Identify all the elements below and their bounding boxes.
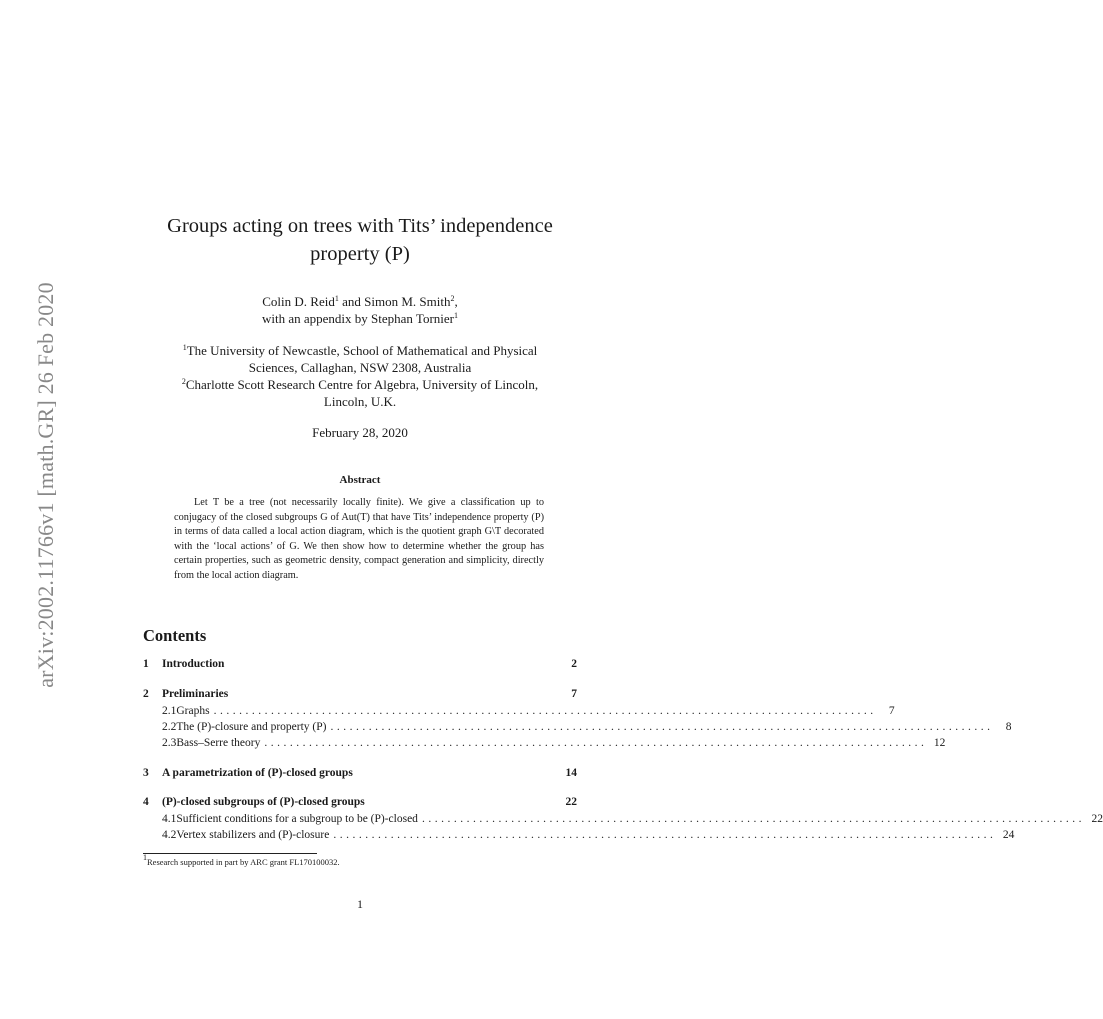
toc-leader-dots: ........................................................................................................ <box>421 813 1085 825</box>
affiliation-1-line-2: Sciences, Callaghan, NSW 2308, Australia <box>248 360 472 375</box>
author-line <box>0 293 720 310</box>
toc-entry-title: Introduction <box>162 658 225 670</box>
footnote-rule <box>143 853 317 854</box>
toc-entry-page: 8 <box>1005 721 1012 733</box>
author-2: Simon M. Smith <box>364 294 451 309</box>
footnote-text: Research supported in part by ARC grant FL170100032. <box>147 857 340 867</box>
toc-entry[interactable] <box>143 796 577 812</box>
affiliation-2-sup: 2 <box>181 377 186 386</box>
toc-entry-title: A parametrization of (P)-closed groups <box>162 767 353 779</box>
toc-entry-number: 2 <box>143 688 149 700</box>
toc-entry-page: 7 <box>571 688 577 700</box>
toc-leader-dots: ........................................................................................................ <box>213 705 877 717</box>
authors-block <box>0 293 720 327</box>
toc-entry-number: 4.2 <box>162 829 177 841</box>
affiliation-2-text: Charlotte Scott Research Centre for Algebra, University of Lincoln, <box>185 377 539 392</box>
toc-entry-number: 2.2 <box>162 721 177 733</box>
toc-entry-number: 2.1 <box>162 705 177 717</box>
toc-subentry[interactable] <box>143 829 1015 845</box>
toc-entry-page: 24 <box>1002 829 1015 841</box>
title-line-2: property (P) <box>310 243 410 265</box>
footnote <box>143 853 340 867</box>
toc-entry-number: 2.3 <box>162 737 177 749</box>
toc-entry[interactable] <box>143 658 577 674</box>
toc-entry-title: Graphs <box>176 705 210 717</box>
author-1: Colin D. Reid <box>262 294 335 309</box>
toc-leader-dots: ........................................................................................................ <box>330 721 994 733</box>
appendix-sup: 1 <box>454 311 458 320</box>
affiliation-1-text: The University of Newcastle, School of Mathematical and Physical <box>186 343 538 358</box>
toc-entry-page: 14 <box>565 767 577 779</box>
toc-subentry[interactable] <box>143 813 1103 829</box>
author-connector: and <box>338 294 365 309</box>
paper-date: February 28, 2020 <box>312 425 408 440</box>
toc-entry-number: 4 <box>143 796 149 808</box>
author-1-sup: 1 <box>334 294 339 303</box>
toc-entry-page: 7 <box>888 705 895 717</box>
toc-entry-title: (P)-closed subgroups of (P)-closed groups <box>162 796 365 808</box>
toc-entry-page: 22 <box>565 796 577 808</box>
arxiv-stamp: arXiv:2002.11766v1 [math.GR] 26 Feb 2020 <box>33 282 58 688</box>
footnote-sup: 1 <box>143 853 147 862</box>
toc-entry-title: Sufficient conditions for a subgroup to be (P)-closed <box>176 813 418 825</box>
author-comma: , <box>454 294 458 309</box>
affiliation-1-sup: 1 <box>182 343 187 352</box>
appendix-author: with an appendix by Stephan Tornier <box>261 311 454 326</box>
toc-subentry[interactable] <box>143 705 895 721</box>
paper-title <box>0 212 720 268</box>
toc-entry-title: Vertex stabilizers and (P)-closure <box>176 829 330 841</box>
abstract-heading: Abstract <box>339 474 381 486</box>
affiliation-1-line-1 <box>0 342 720 359</box>
title-line-1: Groups acting on trees with Tits’ independence <box>167 215 553 237</box>
affiliation-2-line-2: Lincoln, U.K. <box>323 394 397 409</box>
toc-entry-page: 12 <box>933 737 946 749</box>
contents-heading: Contents <box>143 626 207 645</box>
toc-subentry[interactable] <box>143 721 1012 737</box>
toc-entry-number: 1 <box>143 658 149 670</box>
affiliations-block <box>0 342 720 410</box>
appendix-line <box>0 310 720 327</box>
abstract-text: Let T be a tree (not necessarily locally finite). We give a classification up to conjugacy of the closed subgroups G of Aut(T) that have Tits’ independence property (P) in terms of data called a local action diagram, which is the quotient graph G\T decorated with the ‘local actions’ of G. We then show how to determine whether the group has certain properties, such as geometric density, compact generation and simplicity, directly from the local action diagram. <box>174 497 544 581</box>
toc-entry[interactable] <box>143 688 577 704</box>
toc-subentry[interactable] <box>143 737 946 753</box>
toc-leader-dots: ........................................................................................................ <box>264 737 928 749</box>
author-2-sup: 2 <box>450 294 455 303</box>
toc-entry-number: 3 <box>143 767 149 779</box>
affiliation-2-line-1 <box>0 376 720 393</box>
toc-entry[interactable] <box>143 767 577 783</box>
toc-entry-title: Bass–Serre theory <box>176 737 261 749</box>
toc-entry-page: 2 <box>571 658 577 670</box>
toc-leader-dots: ........................................................................................................ <box>333 829 997 841</box>
toc-entry-page: 22 <box>1091 813 1103 825</box>
toc-entry-number: 4.1 <box>162 813 177 825</box>
toc-entry-title: Preliminaries <box>162 688 229 700</box>
page-number: 1 <box>357 897 363 911</box>
toc-entry-title: The (P)-closure and property (P) <box>176 721 327 733</box>
